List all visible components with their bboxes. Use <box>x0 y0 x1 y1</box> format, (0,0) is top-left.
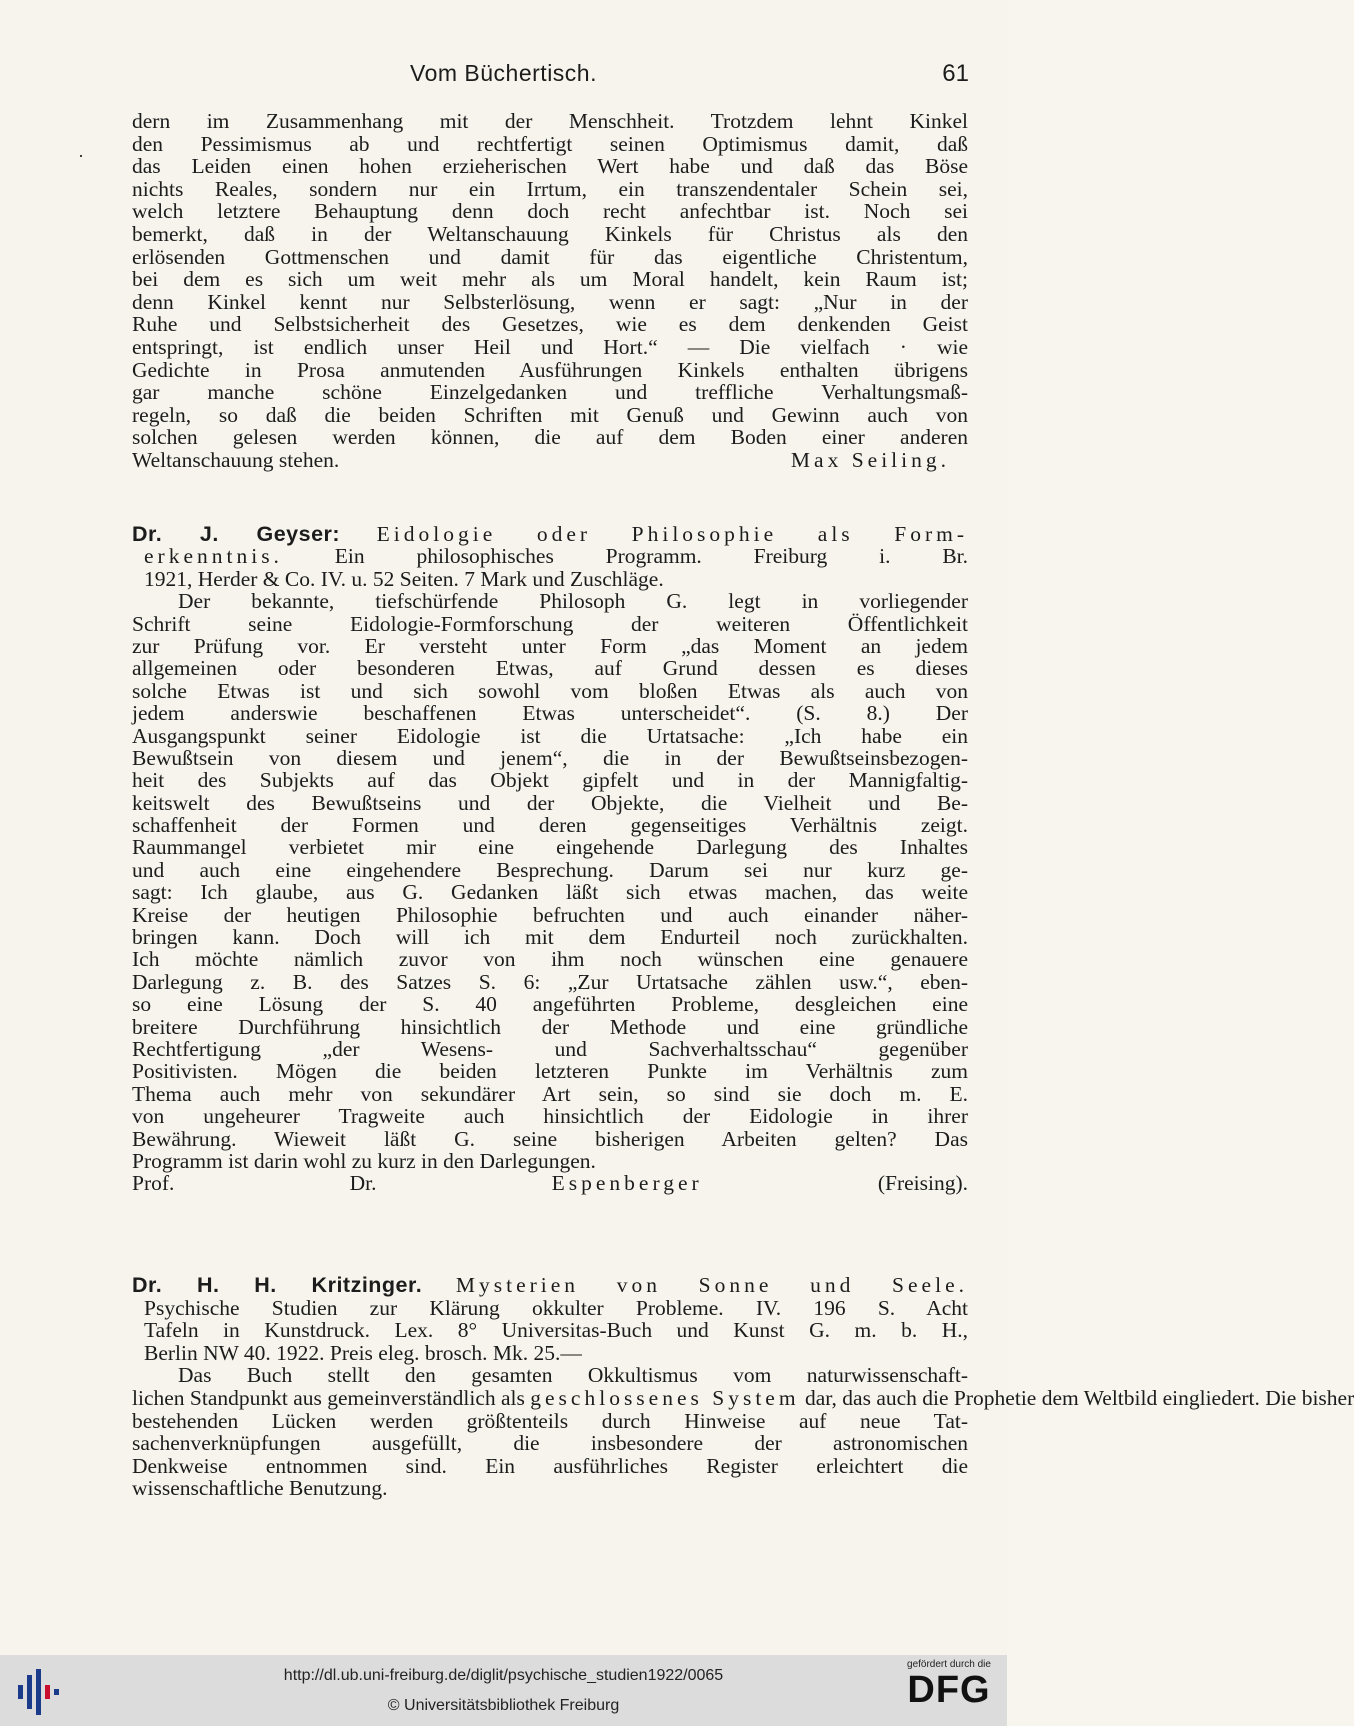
emphasis-text: geschlossenes System <box>530 1385 800 1410</box>
body-text: lichen Standpunkt aus gemeinverständlich als <box>132 1385 525 1410</box>
body-line: solche Etwas ist und sich sowohl vom bloßen Etwas als auch von <box>132 678 968 703</box>
book-publication: Tafeln in Kunstdruck. Lex. 8° Universitas-Buch und Kunst G. m. b. H., <box>144 1318 968 1343</box>
running-title: Vom Büchertisch. <box>410 60 597 86</box>
body-line: Rechtfertigung „der Wesens- und Sachverhaltsschau“ gegenüber <box>132 1036 968 1061</box>
running-header <box>0 60 1007 94</box>
body-line: erlösenden Gottmenschen und damit für das eigentliche Christentum, <box>132 244 968 269</box>
review-signature <box>132 1172 968 1194</box>
body-line: Positivisten. Mögen die beiden letzteren Punkte im Verhältnis zum <box>132 1059 968 1084</box>
copyright-text: © Universitätsbibliothek Freiburg <box>387 1697 620 1714</box>
body-line: dern im Zusammenhang mit der Menschheit. Trotzdem lehnt Kinkel <box>132 109 968 133</box>
body-line: Bewußtsein von diesem und jenem“, die in der Bewußtseinsbezogen- <box>132 745 968 770</box>
book-publication: Psychische Studien zur Klärung okkulter Probleme. IV. 196 S. Acht <box>144 1295 968 1320</box>
body-line: entspringt, ist endlich unser Heil und Hort.“ — Die vielfach · wie <box>132 334 968 359</box>
body-line: Das Buch stellt den gesamten Okkultismus vom naturwissenschaft- <box>178 1363 968 1388</box>
body-line: Gedichte in Prosa anmutenden Ausführungen Kinkels enthalten übrigens <box>132 357 968 382</box>
body-line: Denkweise entnommen sind. Ein ausführliches Register erleichtert die <box>132 1453 968 1478</box>
body-line: sagt: Ich glaube, aus G. Gedanken läßt sich etwas machen, das weite <box>132 880 968 905</box>
book-publication: 1921, Herder & Co. IV. u. 52 Seiten. 7 Mark und Zuschläge. <box>144 566 664 591</box>
body-line: Thema auch mehr von sekundärer Art sein, so sind sie doch m. E. <box>132 1081 968 1106</box>
body-line: bei dem es sich um weit mehr als um Moral handelt, kein Raum ist; <box>132 267 968 292</box>
body-line: Ich möchte nämlich zuvor von ihm noch wünschen eine genauere <box>132 947 968 972</box>
signature-place: (Freising). <box>877 1171 969 1196</box>
body-line: von ungeheurer Tragweite auch hinsichtlich der Eidologie in ihrer <box>132 1104 968 1129</box>
signature-name: Espenberger <box>551 1171 703 1196</box>
signature-prefix: Prof. Dr. <box>132 1171 377 1196</box>
source-url[interactable]: http://dl.ub.uni-freiburg.de/diglit/psychische_studien1922/0065 <box>283 1667 724 1684</box>
book-subtitle: Ein philosophisches Programm. Freiburg i. Br. <box>334 544 969 569</box>
body-line: und auch eine eingehendere Besprechung. Darum sei nur kurz ge- <box>132 857 968 882</box>
body-line: regeln, so daß die beiden Schriften mit Genuß und Gewinn auch von <box>132 402 968 427</box>
body-line <box>132 1385 1354 1410</box>
body-line: Ausgangspunkt seiner Eidologie ist die Urtatsache: „Ich habe ein <box>132 723 968 748</box>
body-line: Der bekannte, tiefschürfende Philosoph G. legt in vorliegender <box>178 589 968 614</box>
body-line: bemerkt, daß in der Weltanschauung Kinkels für Christus als den <box>132 221 968 246</box>
body-line: so eine Lösung der S. 40 angeführten Probleme, desgleichen eine <box>132 992 968 1017</box>
body-line: denn Kinkel kennt nur Selbsterlösung, wenn er sagt: „Nur in der <box>132 289 968 314</box>
body-line: Bewährung. Wieweit läßt G. seine bisherigen Arbeiten gelten? Das <box>132 1126 968 1151</box>
body-line: bringen kann. Doch will ich mit dem Endurteil noch zurückhalten. <box>132 925 968 950</box>
review-kritzinger <box>132 1273 1354 1501</box>
dfg-logo <box>899 1659 999 1721</box>
review-last-line: Programm ist darin wohl zu kurz in den Darlegungen. <box>132 1148 596 1173</box>
review-author: Dr. J. Geyser: <box>132 522 341 546</box>
body-line: solchen gelesen werden können, die auf dem Boden einer anderen <box>132 425 968 450</box>
review-heading-cont <box>132 545 968 567</box>
body-text: dar, das auch die Prophetie dem Weltbild eingliedert. Die bisher <box>804 1385 1354 1410</box>
funding-logo: DFG <box>907 1669 991 1711</box>
body-line: Ruhe und Selbstsicherheit des Gesetzes, wie es dem denkenden Geist <box>132 312 968 337</box>
body-line: Darlegung z. B. des Satzes S. 6: „Zur Urtatsache zählen usw.“, eben- <box>132 969 968 994</box>
body-line: den Pessimismus ab und rechtfertigt seinen Optimismus damit, daß <box>132 131 968 156</box>
body-line: schaffenheit der Formen und deren gegenseitiges Verhältnis zeigt. <box>132 813 968 838</box>
review-heading <box>132 523 968 545</box>
body-line: Kreise der heutigen Philosophie befruchten und auch einander näher- <box>132 902 968 927</box>
body-line: welch letztere Behauptung denn doch recht anfechtbar ist. Noch sei <box>132 199 968 224</box>
body-line: keitswelt des Bewußtseins und der Objekte, die Vielheit und Be- <box>132 790 968 815</box>
body-line: Schrift seine Eidologie-Formforschung der weiteren Öffentlichkeit <box>132 611 968 636</box>
review-geyser <box>132 523 968 1195</box>
book-title: Mysterien von Sonne und Seele. <box>455 1273 968 1297</box>
body-line: das Leiden einen hohen erzieherischen Wert habe und daß das Böse <box>132 154 968 179</box>
review-kinkel-continuation <box>132 110 968 472</box>
body-line: breitere Durchführung hinsichtlich der Methode und eine gründliche <box>132 1014 968 1039</box>
margin-mark: · <box>78 146 84 166</box>
body-line: Raummangel verbietet mir eine eingehende Darlegung des Inhaltes <box>132 835 968 860</box>
body-line: heit des Subjekts auf das Objekt gipfelt und in der Mannigfaltig- <box>132 768 968 793</box>
review-heading <box>132 1274 968 1297</box>
body-text: Weltanschauung stehen. <box>132 447 340 472</box>
body-line: zur Prüfung vor. Er versteht unter Form „das Moment an jedem <box>132 633 968 658</box>
body-line: gar manche schöne Einzelgedanken und treffliche Verhaltungsmaß- <box>132 380 968 405</box>
review-last-line: wissenschaftliche Benutzung. <box>132 1476 388 1501</box>
review-signature: Max Seiling. <box>790 447 950 472</box>
review-author: Dr. H. H. Kritzinger. <box>132 1273 423 1297</box>
book-title-cont: erkenntnis. <box>144 544 283 569</box>
body-line: sachenverknüpfungen ausgefüllt, die insbesondere der astronomischen <box>132 1431 968 1456</box>
library-footer <box>0 1655 1007 1726</box>
book-title: Eidologie oder Philosophie als Form- <box>376 522 969 546</box>
funding-label: gefördert durch die <box>907 1659 991 1670</box>
body-line: allgemeinen oder besonderen Etwas, auf Grund dessen es dieses <box>132 656 968 681</box>
body-line: bestehenden Lücken werden größtenteils durch Hinweise auf neue Tat- <box>132 1408 968 1433</box>
body-line: jedem anderswie beschaffenen Etwas unterscheidet“. (S. 8.) Der <box>132 701 968 726</box>
review-last-line <box>132 449 968 472</box>
body-line: nichts Reales, sondern nur ein Irrtum, ein transzendentaler Schein sei, <box>132 176 968 201</box>
book-publication: Berlin NW 40. 1922. Preis eleg. brosch. Mk. 25.— <box>144 1340 582 1365</box>
page-number: 61 <box>942 60 969 87</box>
